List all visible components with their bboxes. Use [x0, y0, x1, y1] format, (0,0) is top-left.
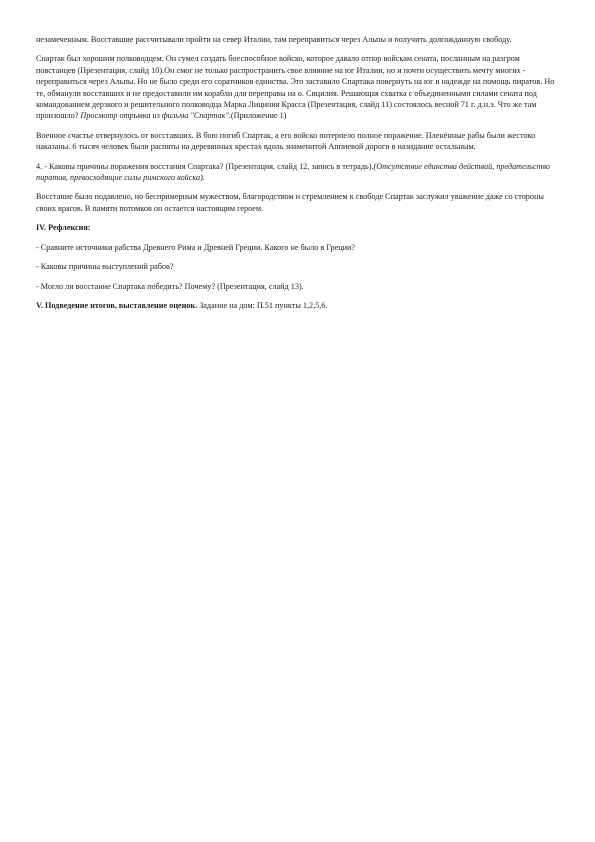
appendix-ref: (Приложение 1) [230, 111, 287, 121]
reflection-question-2: - Каковы причины выступлений рабов? [36, 262, 174, 272]
section-summary [36, 300, 560, 311]
paragraph-conclusion: Восстание было подавлено, но беспримерным мужеством, благородством и стремлением к свободе Спартак заслужил уважение даже со стороны своих врагов. В памяти потомков он остается настоящим героем. [36, 192, 544, 213]
paragraph-intro: незамеченным. Восставшие рассчитывали пройти на север Италии, там переправиться через Альпы и получить долгожданную свободу. [36, 35, 512, 44]
paragraph-defeat: Военное счастье отвернулось от восставших. В бою погиб Спартак, а его войско потерпело полное поражение. Пленённые рабы были жестоко наказаны. 6 тысяч человек были распяты на деревянных крестах вдоль знаменитой Аппиевой дороги в назидание остальным. [36, 130, 536, 152]
paragraph-spartacus-commander [36, 53, 560, 121]
question-4 [36, 161, 560, 184]
section-heading-reflection: IV. Рефлексия: [36, 223, 91, 233]
film-excerpt-note: Просмотр отрывка из фильма "Спартак". [80, 111, 231, 121]
question-4-answer: (Отсутствие единства действий, предательство пиратов, превосходящие силы римского войска). [36, 161, 550, 183]
reflection-question-3: - Могло ли восстание Спартака победить? Почему? (Презентация, слайд 13). [36, 281, 304, 291]
question-4-text: 4. - Каковы причины поражения восстания Спартака? (Презентация, слайд 12, запись в тетрадь). [36, 161, 374, 171]
paragraph-spartacus-text: Спартак был хорошим полководцем. Он сумел создать боеспособное войско, которое давало отпор войскам сената, посланным на разгром повстанцев (Презентация, слайд 10).Он смог не только распространить свое влияние на юг Италии, но и почти осуществить мечту многих - переправиться через Альпы. Но не было среди его соратников единства. Это заставило Спартака повернуть на юг в надежде на помощь пиратов. Но те, обманули восставших и не предоставили им корабли для переправы на о. Сицилия. Решающая схватка с объединенными силами сената под командованием дерзкого и решительного полководца Марка Лициния Красса (Презентация, слайд 11) состоялось весной 71 г. д.н.э. Что же там произошло? [36, 54, 555, 121]
reflection-question-1: - Сравните источники рабства Древнего Рима и Древней Греции. Какого не было в Греции? [36, 242, 356, 252]
section-heading-summary: V. Подведение итогов, выставление оценок. [36, 300, 198, 310]
document-body [36, 34, 560, 319]
homework-text: Задание на дом: П.51 пункты 1,2,5,6. [197, 300, 328, 310]
